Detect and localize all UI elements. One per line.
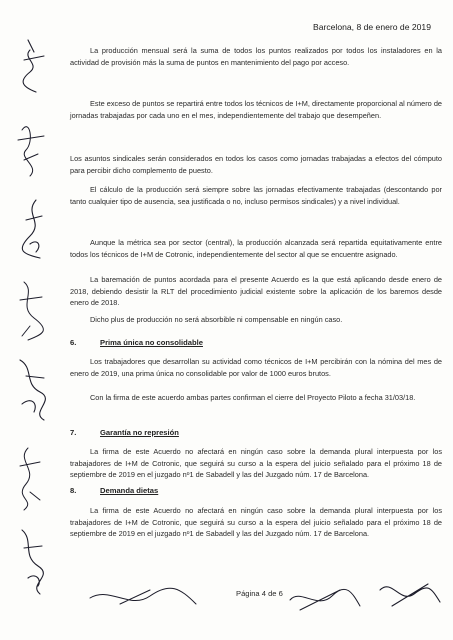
page-number: Página 4 de 6 — [236, 589, 283, 598]
paragraph-points-scale: La baremación de puntos acordada para el presente Acuerdo es la que está aplicando desde enero de 2018, debiendo desistir la RLT del procedimiento judicial existente sobre la aplicación de los baremos desde enero de 2018. — [70, 275, 442, 308]
section-number: 7. — [70, 428, 77, 437]
signature-mark-bottom-1 — [90, 588, 196, 604]
section-title: Garantía no represión — [100, 428, 179, 437]
paragraph-production-calculation: El cálculo de la producción será siempre sobre las jornadas efectivamente trabajadas (descontando por tanto cualquier tipo de ausencia, sea justificada o no, incluso permisos sindicales) y a nivel individual. — [70, 185, 442, 206]
signature-mark-6 — [20, 448, 40, 510]
signature-mark-bottom-2 — [290, 589, 360, 610]
paragraph-no-repression: La firma de este Acuerdo no afectará en ningún caso sobre la demanda plural interpuesta por los trabajadores de I+M de Cotronic, que seguirá su curso a la espera del juicio señalado para el próximo 18 de septiembre de 2019 en el juzgado nº1 de Sabadell y las del Juzgado núm. 17 de Barcelona. — [70, 447, 442, 480]
signature-mark-4 — [20, 282, 43, 340]
section-title: Demanda dietas — [100, 486, 159, 495]
paragraph-pilot-closure: Con la firma de este acuerdo ambas partes confirman el cierre del Proyecto Piloto a fecha 31/03/18. — [90, 393, 416, 402]
signature-mark-2 — [18, 127, 44, 176]
signature-mark-5 — [20, 360, 45, 420]
signature-mark-bottom-3 — [380, 584, 440, 606]
section-number: 8. — [70, 486, 77, 495]
signature-mark-7 — [22, 530, 43, 594]
paragraph-production-sum: La producción mensual será la suma de todos los puntos realizados por todos los instaladores en la actividad de provisión más la suma de puntos en mantenimiento del pago por acceso. — [70, 46, 442, 67]
signature-mark-1 — [23, 40, 44, 92]
paragraph-single-bonus: Los trabajadores que desarrollan su actividad como técnicos de I+M percibirán con la nómina del mes de enero de 2019, una prima única no consolidable por valor de 1000 euros brutos. — [70, 357, 442, 378]
paragraph-plus-not-absorbable: Dicho plus de producción no será absorbible ni compensable en ningún caso. — [90, 315, 343, 324]
paragraph-per-diem-claim: La firma de este Acuerdo no afectará en ningún caso sobre la demanda plural interpuesta por los trabajadores de I+M de Cotronic, que seguirá su curso a la espera del juicio señalado para el próximo 18 de septiembre de 2019 en el juzgado nº1 de Sabadell y las del Juzgado núm. 17 de Barcelona. — [70, 506, 442, 539]
section-number: 6. — [70, 338, 77, 347]
section-title: Prima única no consolidable — [100, 338, 203, 347]
paragraph-points-distribution: Este exceso de puntos se repartirá entre todos los técnicos de I+M, directamente proporcional al número de jornadas trabajadas por cada uno en el mes, independientemente del trabajo que desempeñen. — [70, 99, 442, 120]
paragraph-union-matters: Los asuntos sindicales serán considerados en todos los casos como jornadas trabajadas a efectos del cómputo para percibir dicho complemento de puesto. — [70, 154, 442, 175]
paragraph-sector-metric: Aunque la métrica sea por sector (central), la producción alcanzada será repartida equitativamente entre todos los técnicos de I+M de Cotronic, independientemente del sector al que se encuentre asignado. — [70, 238, 442, 259]
document-date: Barcelona, 8 de enero de 2019 — [312, 22, 431, 32]
signature-mark-3 — [22, 200, 42, 258]
